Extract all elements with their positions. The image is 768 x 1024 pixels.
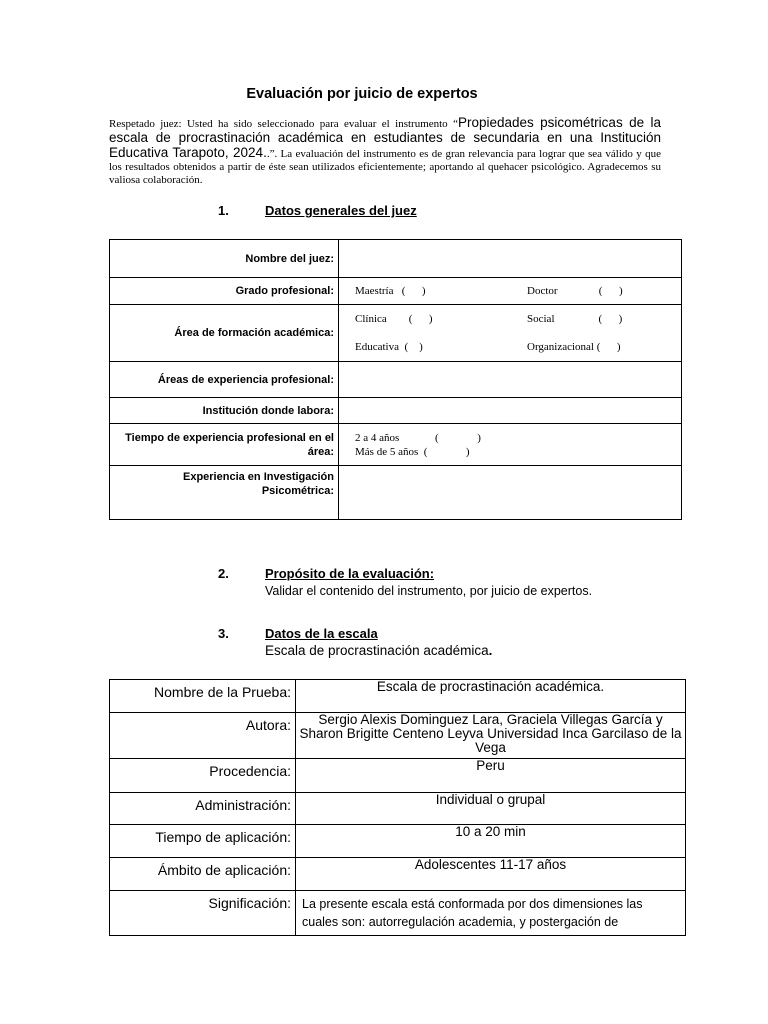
- table-row: [110, 362, 682, 398]
- area-option-organizacional[interactable]: Organizacional ( ): [527, 341, 621, 353]
- institution-label: Institución donde labora:: [110, 398, 339, 424]
- grade-option-maestria[interactable]: Maestría ( ): [355, 285, 426, 297]
- author-value: Sergio Alexis Dominguez Lara, Graciela Villegas García y Sharon Brigitte Centeno Leyva Universidad Inca Garcilaso de la Vega: [296, 713, 686, 759]
- administration-value: Individual o grupal: [296, 793, 686, 825]
- judge-name-label: Nombre del juez:: [110, 240, 339, 278]
- institution-field[interactable]: [339, 398, 682, 424]
- scale-name-period: .: [488, 643, 493, 658]
- test-name-value: Escala de procrastinación académica.: [296, 680, 686, 713]
- application-scope-value: Adolescentes 11-17 años: [296, 858, 686, 891]
- document-title: Evaluación por juicio de expertos: [246, 86, 478, 102]
- table-row: [110, 825, 686, 858]
- test-name-label: Nombre de la Prueba:: [110, 680, 296, 713]
- section-2-heading: [218, 566, 434, 581]
- intro-paragraph: [109, 116, 661, 187]
- table-row: [110, 240, 682, 278]
- table-row: [110, 466, 682, 520]
- table-row: [110, 424, 682, 466]
- area-label: Área de formación académica:: [110, 305, 339, 362]
- section-3-number: 3.: [218, 626, 229, 641]
- application-time-label: Tiempo de aplicación:: [110, 825, 296, 858]
- area-field[interactable]: [339, 305, 682, 362]
- administration-label: Administración:: [110, 793, 296, 825]
- section-2-number: 2.: [218, 566, 229, 581]
- table-row: [110, 713, 686, 759]
- experience-time-label: Tiempo de experiencia profesional en el área:: [110, 424, 339, 466]
- judge-data-table: [109, 239, 682, 520]
- table-row: [110, 759, 686, 793]
- intro-text-end: .”. La evaluación del instrumento es de gran relevancia para lograr que sea válido y que los resultados obtenidos a partir de éste sean utilizados eficientemente; aportando al quehacer psicológico. Agradecemos su valiosa colaboración.: [109, 148, 661, 186]
- instrument-name: Propiedades psicométricas de la escala de procrastinación académica en estudiantes de secundaria en una Institución Educativa Tarapoto, 2024.: [109, 115, 661, 160]
- research-experience-field[interactable]: [339, 466, 682, 520]
- grade-field[interactable]: [339, 278, 682, 305]
- origin-label: Procedencia:: [110, 759, 296, 793]
- intro-text-start: Respetado juez: Usted ha sido seleccionado para evaluar el instrumento “: [109, 118, 458, 130]
- significance-value: La presente escala está conformada por dos dimensiones las cuales son: autorregulación academia, y postergación de: [296, 891, 686, 936]
- table-row: [110, 891, 686, 936]
- table-row: [110, 305, 682, 362]
- significance-label: Significación:: [110, 891, 296, 936]
- section-1-number: 1.: [218, 203, 229, 218]
- area-option-social[interactable]: Social ( ): [527, 313, 623, 325]
- experience-areas-label: Áreas de experiencia profesional:: [110, 362, 339, 398]
- scale-data-table: [109, 679, 686, 936]
- application-time-value: 10 a 20 min: [296, 825, 686, 858]
- table-row: [110, 680, 686, 713]
- section-1-heading: [218, 203, 417, 218]
- section-2-title: Propósito de la evaluación:: [265, 566, 435, 581]
- section-1-title: Datos generales del juez: [265, 203, 417, 218]
- table-row: [110, 398, 682, 424]
- area-option-educativa[interactable]: Educativa ( ): [355, 341, 423, 353]
- section-3-title: Datos de la escala: [265, 626, 378, 641]
- time-option-2-4[interactable]: 2 a 4 años ( ): [355, 431, 481, 444]
- section-3-heading: [218, 626, 378, 641]
- table-row: [110, 793, 686, 825]
- research-experience-label: Experiencia en Investigación Psicométrica:: [110, 466, 339, 520]
- grade-label: Grado profesional:: [110, 278, 339, 305]
- application-scope-label: Ámbito de aplicación:: [110, 858, 296, 891]
- table-row: [110, 278, 682, 305]
- area-option-clinica[interactable]: Clínica ( ): [355, 313, 433, 325]
- section-3-text: [265, 643, 492, 658]
- author-label: Autora:: [110, 713, 296, 759]
- time-option-5-plus[interactable]: Más de 5 años ( ): [355, 445, 470, 458]
- judge-name-field[interactable]: [339, 240, 682, 278]
- table-row: [110, 858, 686, 891]
- experience-time-field[interactable]: [339, 424, 682, 466]
- experience-areas-field[interactable]: [339, 362, 682, 398]
- origin-value: Peru: [296, 759, 686, 793]
- grade-option-doctor[interactable]: Doctor ( ): [527, 285, 623, 297]
- scale-name: Escala de procrastinación académica: [265, 643, 489, 658]
- section-2-text: Validar el contenido del instrumento, por juicio de expertos.: [265, 584, 593, 598]
